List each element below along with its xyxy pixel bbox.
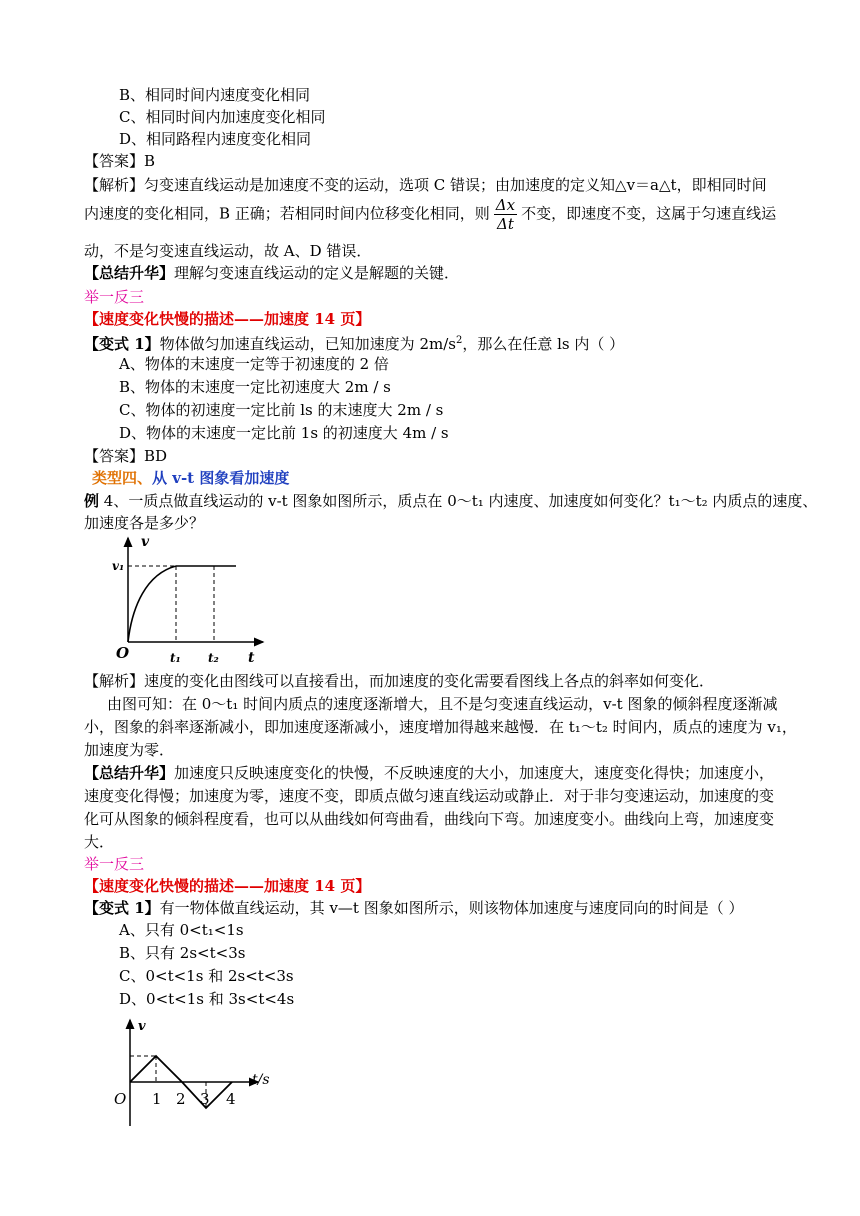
summary-label: 【总结升华】 [84,264,175,282]
analysis-line-3: 动，不是匀变速直线运动，故 A、D 错误． [84,242,372,260]
practice-reference: 【速度变化快慢的描述——加速度 14 页】 [84,310,371,328]
graph2-origin: O [114,1090,127,1108]
analysis-4-line-3: 小，图象的斜率逐渐减小，即加速度逐渐减小，速度增加得越来越慢．在 t₁～t₂ 时间内，质点的速度为 v₁， [84,718,797,736]
variant2-option-a: A、只有 0<t₁<1s [119,921,244,939]
practice-reference-2: 【速度变化快慢的描述——加速度 14 页】 [84,877,371,895]
variant-option-a: A、物体的末速度一定等于初速度的 2 倍 [119,355,389,373]
analysis-4-line-4: 加速度为零． [84,741,175,759]
graph1-t1-label: t₁ [170,651,181,665]
option-c: C、相同时间内加速度变化相同 [119,108,326,126]
summary-4-line-4: 大． [84,833,115,851]
example-4-line-2: 加速度各是多少？ [84,514,205,532]
variant2-option-d: D、0<t<1s 和 3s<t<4s [119,990,295,1008]
graph1-origin: O [116,644,130,662]
option-b: B、相同时间内速度变化相同 [119,86,311,104]
analysis-label: 【解析】 [84,176,145,194]
graph1-t-label: t [248,650,255,666]
variant2-option-b: B、只有 2s<t<3s [119,944,246,962]
summary-4-line-2: 速度变化得慢；加速度为零，速度不变，即质点做匀速直线运动或静止．对于非匀变速运动，加速度的变 [84,787,775,805]
variant-option-b: B、物体的末速度一定比初速度大 2m / s [119,378,391,396]
variant-question-2: 【变式 1】有一物体做直线运动，其 v—t 图象如图所示，则该物体加速度与速度同向的时间是（ ） [84,899,744,917]
practice-heading: 举一反三 [84,288,145,306]
graph2-t-label: t/s [252,1072,270,1088]
vt-graph-variant [108,1014,288,1132]
variant2-option-c: C、0<t<1s 和 2s<t<3s [119,967,294,985]
summary-4-line-3: 化可从图象的倾斜程度看，也可以从曲线如何弯曲看，曲线向下弯。加速度变小。曲线向上弯，加速度变 [84,810,775,828]
answer: 【答案】B [84,152,156,170]
graph2-v-label: v [138,1019,146,1034]
analysis-4-line-1: 【解析】速度的变化由图线可以直接看出，而加速度的变化需要看图线上各点的斜率如何变化． [84,672,715,690]
variant-question: 【变式 1】物体做匀加速直线运动，已知加速度为 $2m/s^2$，那么在任意 ls 内（ ） [84,335,625,353]
analysis-line-1: 【解析】匀变速直线运动是加速度不变的运动，选项 C 错误；由加速度的定义知△v＝a△t，即相同时间 [84,176,767,194]
variant-option-d: D、物体的末速度一定比前 1s 的初速度大 4m / s [119,424,449,442]
variant-answer: 【答案】BD [84,447,168,465]
vt-graph-example-4 [108,532,268,670]
analysis-4-line-2: 由图可知：在 0～t₁ 时间内质点的速度逐渐增大，且不是匀变速直线运动，v-t 图象的倾斜程度逐渐减 [107,695,778,713]
graph2-tick-3: 3 [200,1090,210,1108]
graph1-v1-label: v₁ [112,559,125,573]
example-4-line-1: 例 4、一质点做直线运动的 v-t 图象如图所示，质点在 0～t₁ 内速度、加速度如何变化？t₁～t₂ 内质点的速度、 [84,492,818,510]
formula: △v＝a△t [615,176,677,194]
summary-4-line-1: 【总结升华】加速度只反映速度变化的快慢，不反映速度的大小，加速度大，速度变化得快；加速度小， [84,764,775,782]
graph1-v-label: v [141,534,150,550]
graph1-t2-label: t₂ [208,651,219,665]
summary: 【总结升华】理解匀变速直线运动的定义是解题的关键． [84,264,460,282]
graph2-tick-4: 4 [226,1090,236,1108]
fraction: $\frac{\Delta x}{\Delta t}$ [495,196,516,233]
option-d: D、相同路程内速度变化相同 [119,130,312,148]
graph2-tick-1: 1 [152,1090,162,1108]
graph2-tick-2: 2 [176,1090,186,1108]
type-heading: 类型四、从 v-t 图象看加速度 [92,469,290,487]
practice-heading-2: 举一反三 [84,855,145,873]
analysis-line-2: 内速度的变化相同，B 正确；若相同时间内位移变化相同，则 $\frac{\Delta x}{\Delta t}$ 不变，即速度不变，这属于匀速直线运 [84,196,777,233]
variant-option-c: C、物体的初速度一定比前 ls 的末速度大 2m / s [119,401,444,419]
